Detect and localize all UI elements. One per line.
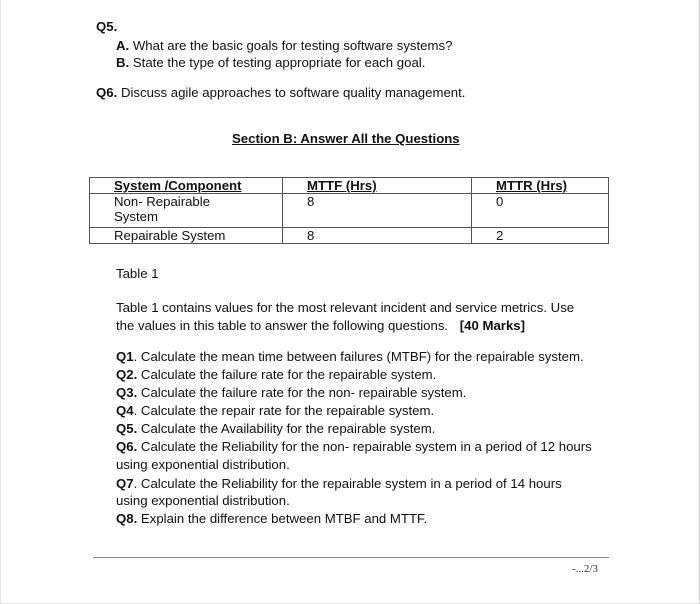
table-row [90,194,609,228]
question-item [116,403,434,418]
page-number: -...2/3 [572,563,598,575]
question-continuation: using exponential distribution. [116,457,290,472]
header-mttr: MTTR (Hrs) [472,178,609,194]
question-text: Calculate the Reliability for the non- repairable system in a period of 12 hours [137,439,592,454]
q5-part-a [116,38,452,53]
cell-mttf: 8 [283,228,472,244]
metrics-table [89,177,609,244]
section-title: Section B: Answer All the Questions [232,131,460,146]
cell-system [90,194,283,228]
q6-number: Q6. [96,85,118,100]
question-item [116,421,435,436]
question-text: Explain the difference between MTBF and MTTF. [137,511,428,526]
footer-divider [93,557,609,558]
table-caption: Table 1 [116,266,159,281]
question-text: . Calculate the repair rate for the repairable system. [133,403,435,418]
question-text: . Calculate the mean time between failures (MTBF) for the repairable system. [133,349,584,364]
question-text: Calculate the Availability for the repairable system. [137,421,436,436]
question-number: Q8. [116,511,138,526]
intro-line-2 [116,318,525,333]
question-number: Q4 [116,403,134,418]
question-number: Q7 [116,476,134,491]
question-item [116,511,427,526]
question-item [116,476,562,491]
question-number: Q1 [116,349,134,364]
header-system: System /Component [90,178,283,194]
question-item [116,349,584,364]
question-item [116,439,592,454]
question-text: . Calculate the Reliability for the repairable system in a period of 14 hours [133,476,562,491]
q5-a-text: What are the basic goals for testing software systems? [132,38,453,53]
cell-mttr: 2 [472,228,609,244]
q5-number: Q5. [96,19,118,34]
q5-part-b [116,55,425,70]
question-item [116,385,466,400]
question-number: Q5. [116,421,138,436]
table-header-row [90,178,609,194]
q6-text: Discuss agile approaches to software quality management. [120,85,466,100]
header-mttf: MTTF (Hrs) [283,178,472,194]
q5-b-label: B. [116,55,130,70]
question-number: Q2. [116,367,138,382]
cell-mttr: 0 [472,194,609,228]
question-continuation: using exponential distribution. [116,493,290,508]
intro-line-1: Table 1 contains values for the most relevant incident and service metrics. Use [116,300,575,315]
cell-mttf: 8 [283,194,472,228]
question-text: Calculate the failure rate for the repairable system. [137,367,437,382]
cell-system-line1: Non- Repairable [114,194,211,209]
table-row [90,228,609,244]
q5-a-label: A. [116,38,130,53]
q6-line [96,85,465,100]
question-number: Q3. [116,385,138,400]
question-number: Q6. [116,439,138,454]
intro-text: the values in this table to answer the following questions. [116,318,449,333]
question-text: Calculate the failure rate for the non- repairable system. [137,385,467,400]
q5-b-text: State the type of testing appropriate for each goal. [132,55,426,70]
cell-system-line2: System [114,209,158,224]
cell-system: Repairable System [90,228,283,244]
marks-badge: [40 Marks] [459,318,526,333]
question-item [116,367,436,382]
